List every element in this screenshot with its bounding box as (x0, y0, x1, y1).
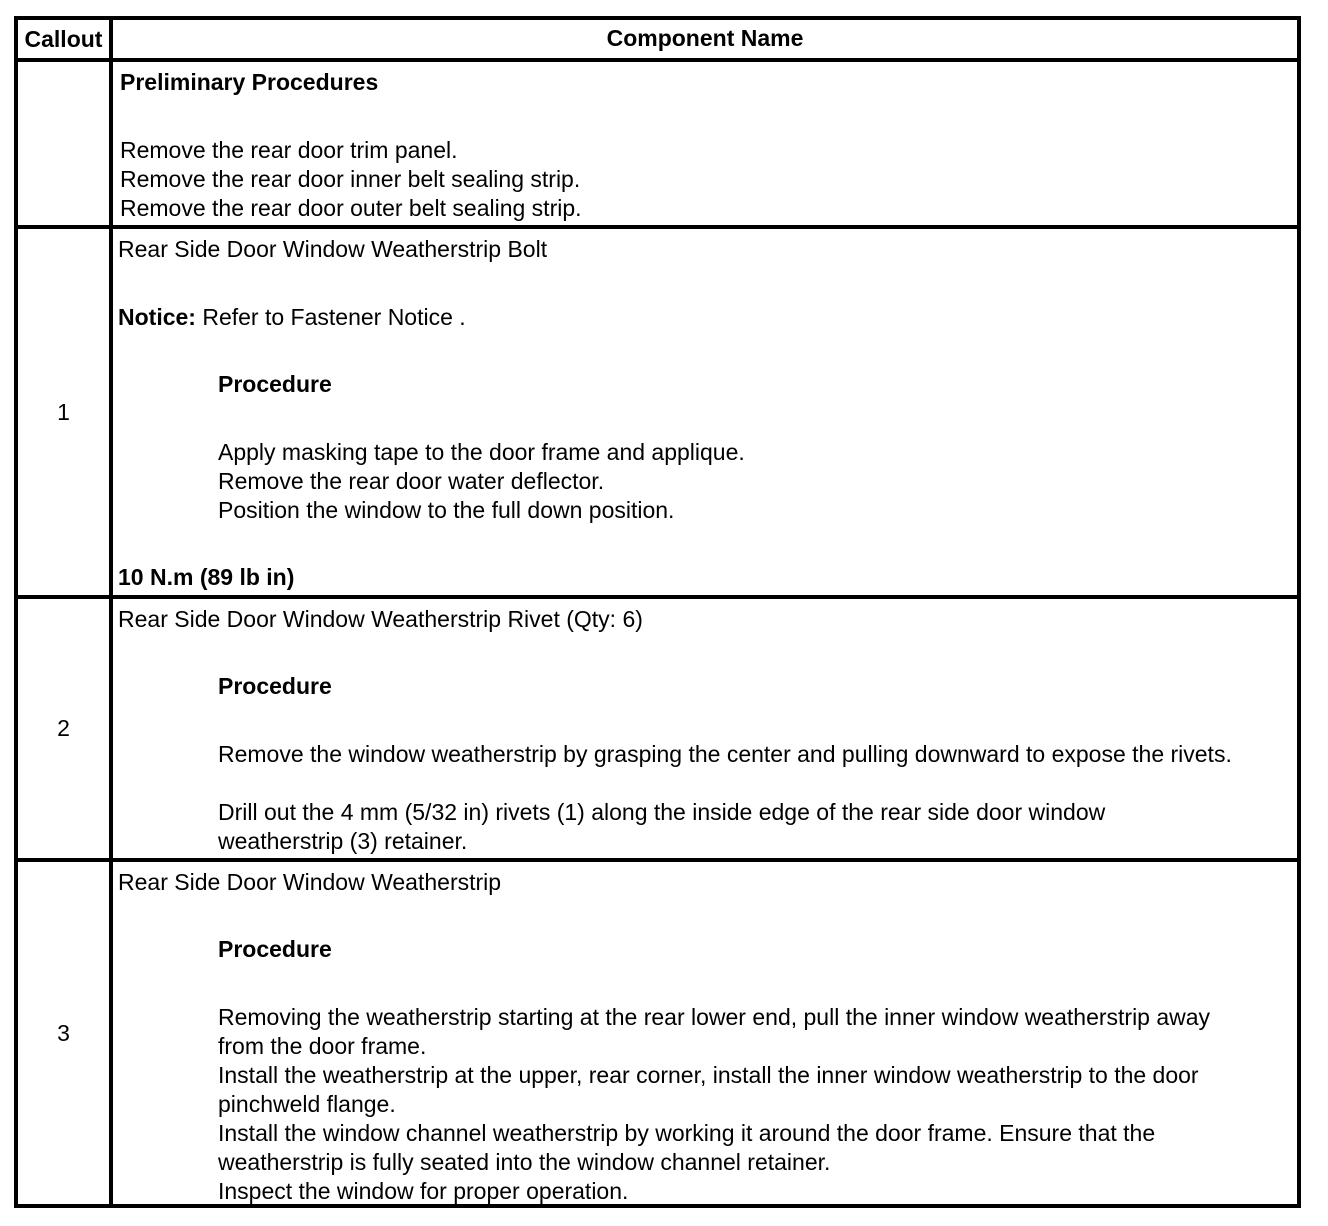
callout-number: 1 (57, 398, 70, 425)
procedure-step: Inspect the window for proper operation. (218, 1178, 629, 1204)
row-divider (18, 595, 1297, 599)
header-callout: Callout (24, 25, 103, 52)
notice-text: Refer to Fastener Notice . (195, 304, 466, 330)
callout-number: 3 (57, 1019, 70, 1046)
notice-line (118, 303, 466, 332)
procedure-label: Procedure (218, 371, 332, 397)
procedure-step: Install the weatherstrip at the upper, rear corner, install the inner window weatherstrip to the door pinchweld flange. (218, 1062, 1199, 1117)
callout-number: 2 (57, 715, 70, 741)
column-divider (109, 20, 113, 1204)
procedure-step: Apply masking tape to the door frame and applique. (218, 439, 745, 465)
procedure-step: Drill out the 4 mm (5/32 in) rivets (1) along the inside edge of the rear side door window weatherstrip (3) retainer. (218, 799, 1106, 854)
header-component-name: Component Name (606, 25, 804, 51)
component-name: Rear Side Door Window Weatherstrip Rivet (Qty: 6) (118, 606, 643, 632)
procedure-step: Removing the weatherstrip starting at the rear lower end, pull the inner window weatherstrip away from the door frame. (218, 1004, 1211, 1059)
row-divider (18, 858, 1297, 862)
procedure-step: Remove the window weatherstrip by grasping the center and pulling downward to expose the rivets. (218, 741, 1232, 767)
header-divider (18, 58, 1297, 62)
procedure-step: Position the window to the full down position. (218, 497, 675, 523)
procedure-step: Remove the rear door water deflector. (218, 468, 605, 494)
procedure-label: Procedure (218, 673, 332, 699)
procedure-table (14, 16, 1301, 1208)
notice-label: Notice: (118, 304, 196, 330)
procedure-step: Install the window channel weatherstrip by working it around the door frame. Ensure that the weatherstrip is fully seated into the window channel retainer. (218, 1120, 1156, 1175)
component-name: Rear Side Door Window Weatherstrip (118, 869, 502, 895)
preliminary-step: Remove the rear door outer belt sealing strip. (120, 195, 582, 221)
component-name: Rear Side Door Window Weatherstrip Bolt (118, 236, 548, 262)
preliminary-step: Remove the rear door inner belt sealing strip. (120, 166, 581, 192)
preliminary-title: Preliminary Procedures (120, 69, 379, 95)
row-divider (18, 225, 1297, 229)
torque-spec: 10 N.m (89 lb in) (118, 564, 295, 590)
preliminary-step: Remove the rear door trim panel. (120, 137, 458, 163)
procedure-label: Procedure (218, 936, 332, 962)
